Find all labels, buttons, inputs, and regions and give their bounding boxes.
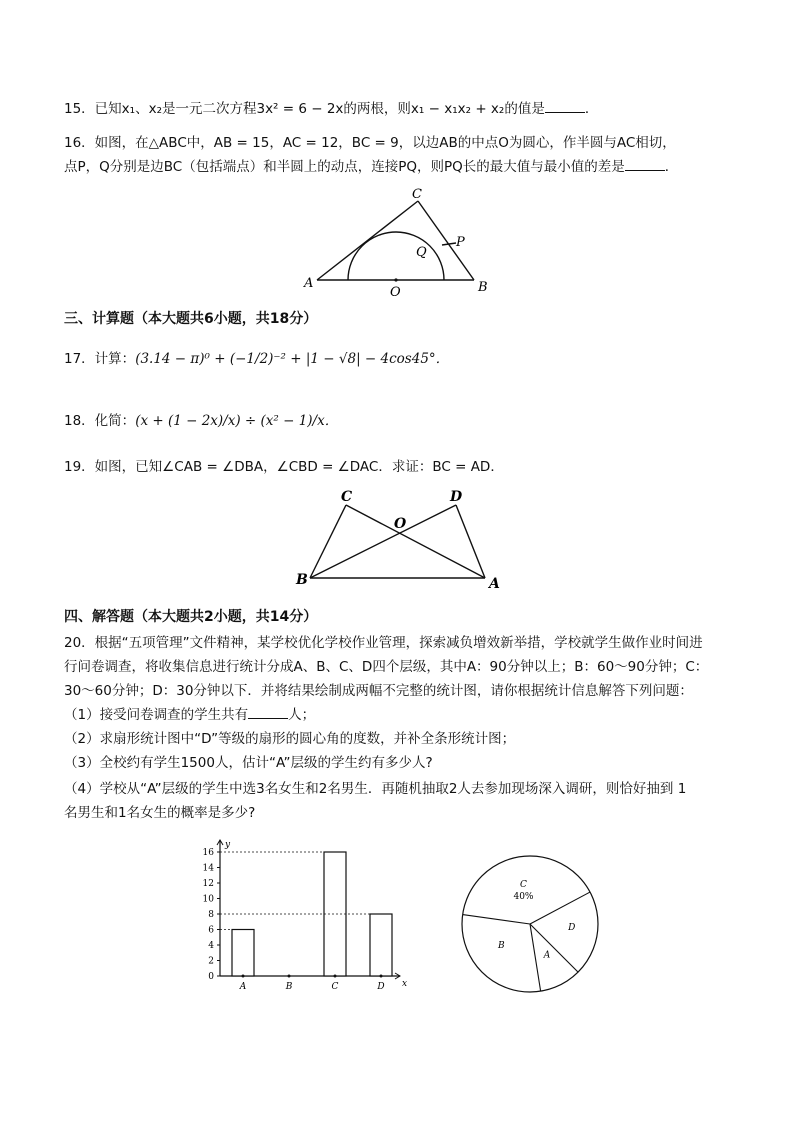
q19-label-C: C <box>341 489 353 505</box>
x-tick-label: D <box>377 982 385 992</box>
q19-label-D: D <box>450 489 463 505</box>
q16-figure <box>300 184 500 302</box>
y-tick-label: 2 <box>208 956 214 967</box>
q20-answer-blank[interactable] <box>248 706 288 719</box>
y-tick-label: 16 <box>202 848 214 858</box>
bar-D <box>370 914 392 976</box>
q20-line2: 行问卷调查，将收集信息进行统计分成A、B、C、D四个层级，其中A：90分钟以上；B：60～90分钟；C： <box>64 659 709 675</box>
q16-label-O: O <box>390 285 401 300</box>
q20-sub4-line2: 名男生和1名女生的概率是多少? <box>64 805 256 821</box>
q20-line1: 20．根据“五项管理”文件精神，某学校优化学校作业管理，探索减负增效新举措，学校就学生做作业时间进 <box>64 635 703 651</box>
bar-C <box>324 852 346 976</box>
q16-label-C: C <box>412 187 422 202</box>
q15-text: 15．已知x₁、x₂是一元二次方程3x² = 6 − 2x的两根，则x₁ − x₁x₂ + x₂的值是 <box>64 101 545 117</box>
section-3-title: 三、计算题（本大题共6小题，共18分） <box>64 311 318 327</box>
y-tick-label: 12 <box>202 879 214 889</box>
pie-slice-label-D: D <box>568 922 576 933</box>
question-17: 17．计算：(3.14 − π)⁰ + (−1/2)⁻² + |1 − √8| − 4cos45°． <box>64 351 450 367</box>
pie-chart <box>460 840 610 1000</box>
x-tick-C <box>334 975 337 978</box>
question-15: 15．已知x₁、x₂是一元二次方程3x² = 6 − 2x的两根，则x₁ − x₁x₂ + x₂的值是 ． <box>64 101 599 117</box>
y-tick-label: 6 <box>208 925 214 936</box>
q16-label-P: P <box>456 235 465 250</box>
pie-slice-label-B: B <box>498 941 505 952</box>
bar-A <box>232 930 254 977</box>
y-axis-label: y <box>225 840 231 850</box>
q16-label-Q: Q <box>416 245 427 260</box>
section-4-title: 四、解答题（本大题共2小题，共14分） <box>64 609 318 625</box>
x-tick-label: C <box>331 982 339 992</box>
question-16-line2: 点P，Q分别是边BC（包括端点）和半圆上的动点，连接PQ，则PQ长的最大值与最小值的差是 ． <box>64 159 679 175</box>
q19-label-B: B <box>296 572 308 588</box>
x-axis-label: x <box>402 979 408 989</box>
q15-answer-blank[interactable] <box>545 100 585 113</box>
question-19: 19．如图，已知∠CAB = ∠DBA，∠CBD = ∠DAC．求证：BC = AD． <box>64 459 504 475</box>
q19-label-A: A <box>489 576 500 592</box>
x-tick-A <box>242 975 245 978</box>
question-18: 18．化简：(x + (1 − 2x)/x) ÷ (x² − 1)/x． <box>64 413 339 429</box>
pie-slice-label-C: C <box>520 880 527 891</box>
q20-sub2: （2）求扇形统计图中“D”等级的扇形的圆心角的度数，并补全条形统计图； <box>64 731 516 747</box>
q16-label-A: A <box>304 276 314 291</box>
q19-figure <box>290 488 510 592</box>
q16-label-B: B <box>478 280 488 295</box>
y-tick-label: 4 <box>208 941 214 951</box>
bar-chart <box>190 838 420 998</box>
pie-slice-C-percent: 40% <box>513 892 534 903</box>
q20-line3: 30～60分钟；D：30分钟以下．并将结果绘制成两幅不完整的统计图，请你根据统计信息解答下列问题： <box>64 683 693 699</box>
pie-slice-label-A: A <box>543 950 551 961</box>
q20-sub3: （3）全校约有学生1500人，估计“A”层级的学生约有多少人? <box>64 755 433 771</box>
q18-expression: (x + (1 − 2x)/x) ÷ (x² − 1)/x． <box>135 413 339 429</box>
x-tick-D <box>380 975 383 978</box>
y-tick-label: 14 <box>202 863 214 874</box>
question-16-line1: 16．如图，在△ABC中，AB = 15，AC = 12，BC = 9，以边AB的中点O为圆心，作半圆与AC相切， <box>64 135 676 151</box>
q20-sub1: （1）接受问卷调查的学生共有 人； <box>64 707 316 723</box>
q16-answer-blank[interactable] <box>625 158 665 171</box>
x-tick-label: B <box>285 982 293 992</box>
y-tick-label: 10 <box>202 894 214 905</box>
x-tick-label: A <box>239 982 247 992</box>
q20-sub4-line1: （4）学校从“A”层级的学生中选3名女生和2名男生．再随机抽取2人去参加现场深入调研，则恰好抽到 1 <box>64 781 687 797</box>
y-tick-label: 8 <box>208 910 214 920</box>
x-tick-B <box>288 975 291 978</box>
q19-label-O: O <box>394 516 407 532</box>
q17-expression: (3.14 − π)⁰ + (−1/2)⁻² + |1 − √8| − 4cos45°． <box>135 351 450 367</box>
y-tick-label: 0 <box>208 972 214 982</box>
